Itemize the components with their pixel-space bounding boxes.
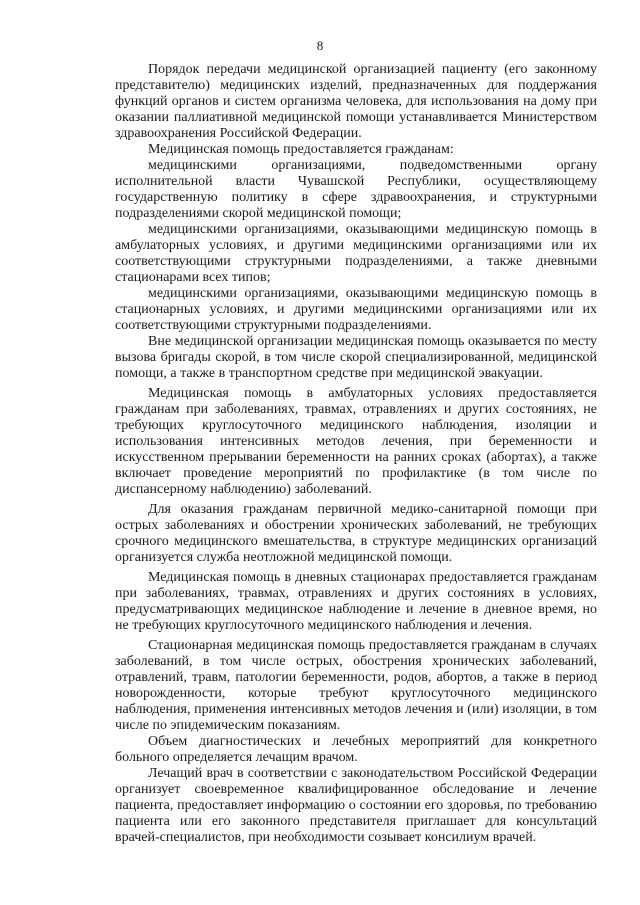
paragraph-devices-order: Порядок передачи медицинской организацией пациенту (его законному представителю) медицинских изделий, предназначенных для поддержания функций органов и систем организма человека, для использования на дому при оказании паллиативной медицинской помощи устанавливается Министерством здравоохранения Российской Федерации. xyxy=(115,62,597,141)
paragraph-urgent-care-service: Для оказания гражданам первичной медико-санитарной помощи при острых заболеваниях и обострении хронических заболеваний, не требующих срочного медицинского вмешательства, в структуре медицинских организаций организуется служба неотложной медицинской помощи. xyxy=(115,502,597,565)
paragraph-providers-inpatient: медицинскими организациями, оказывающими медицинскую помощь в стационарных условиях, и другими медицинскими организациями или их соответствующими структурными подразделениями. xyxy=(115,286,597,333)
paragraph-outside-organization: Вне медицинской организации медицинская помощь оказывается по месту вызова бригады скорой, в том числе скорой специализированной, медицинской помощи, а также в транспортном средстве при медицинской эвакуации. xyxy=(115,334,597,381)
page-number: 8 xyxy=(316,38,324,53)
paragraph-treatment-scope: Объем диагностических и лечебных мероприятий для конкретного больного определяется лечащим врачом. xyxy=(115,734,597,765)
paragraph-providers-outpatient: медицинскими организациями, оказывающими медицинскую помощь в амбулаторных условиях, и другими медицинскими организациями или их соответствующими структурными подразделениями, а также дневными стационарами всех типов; xyxy=(115,222,597,285)
paragraph-outpatient-care: Медицинская помощь в амбулаторных условиях предоставляется гражданам при заболеваниях, травмах, отравлениях и других состояниях, не требующих круглосуточного медицинского наблюдения, изоляции и использования интенсивных методов лечения, при беременности и искусственном прерывании беременности на ранних сроках (абортах), а также включает проведение мероприятий по профилактике (в том числе по диспансерному наблюдению) заболеваний. xyxy=(115,386,597,497)
paragraph-inpatient-care: Стационарная медицинская помощь предоставляется гражданам в случаях заболеваний, в том числе острых, обострения хронических заболеваний, отравлений, травм, патологии беременности, родов, абортов, а также в период новорожденности, которые требуют круглосуточного медицинского наблюдения, применения интенсивных методов лечения и (или) изоляции, в том числе по эпидемическим показаниям. xyxy=(115,638,597,733)
body-text xyxy=(115,62,597,846)
paragraph-care-providers-intro: Медицинская помощь предоставляется гражданам: xyxy=(148,142,454,157)
paragraph-attending-physician: Лечащий врач в соответствии с законодательством Российской Федерации организует своевременное квалифицированное обследование и лечение пациента, предоставляет информацию о состоянии его здоровья, по требованию пациента или его законного представителя приглашает для консультаций врачей-специалистов, при необходимости созывает консилиум врачей. xyxy=(115,766,597,845)
paragraph-day-hospital: Медицинская помощь в дневных стационарах предоставляется гражданам при заболеваниях, травмах, отравлениях и других состояниях в условиях, предусматривающих медицинское наблюдение и лечение в дневное время, но не требующих круглосуточного медицинского наблюдения и лечения. xyxy=(115,570,597,633)
paragraph-providers-emergency: медицинскими организациями, подведомственными органу исполнительной власти Чувашской Республики, осуществляющему государственную политику в сфере здравоохранения, и структурными подразделениями скорой медицинской помощи; xyxy=(115,158,597,221)
